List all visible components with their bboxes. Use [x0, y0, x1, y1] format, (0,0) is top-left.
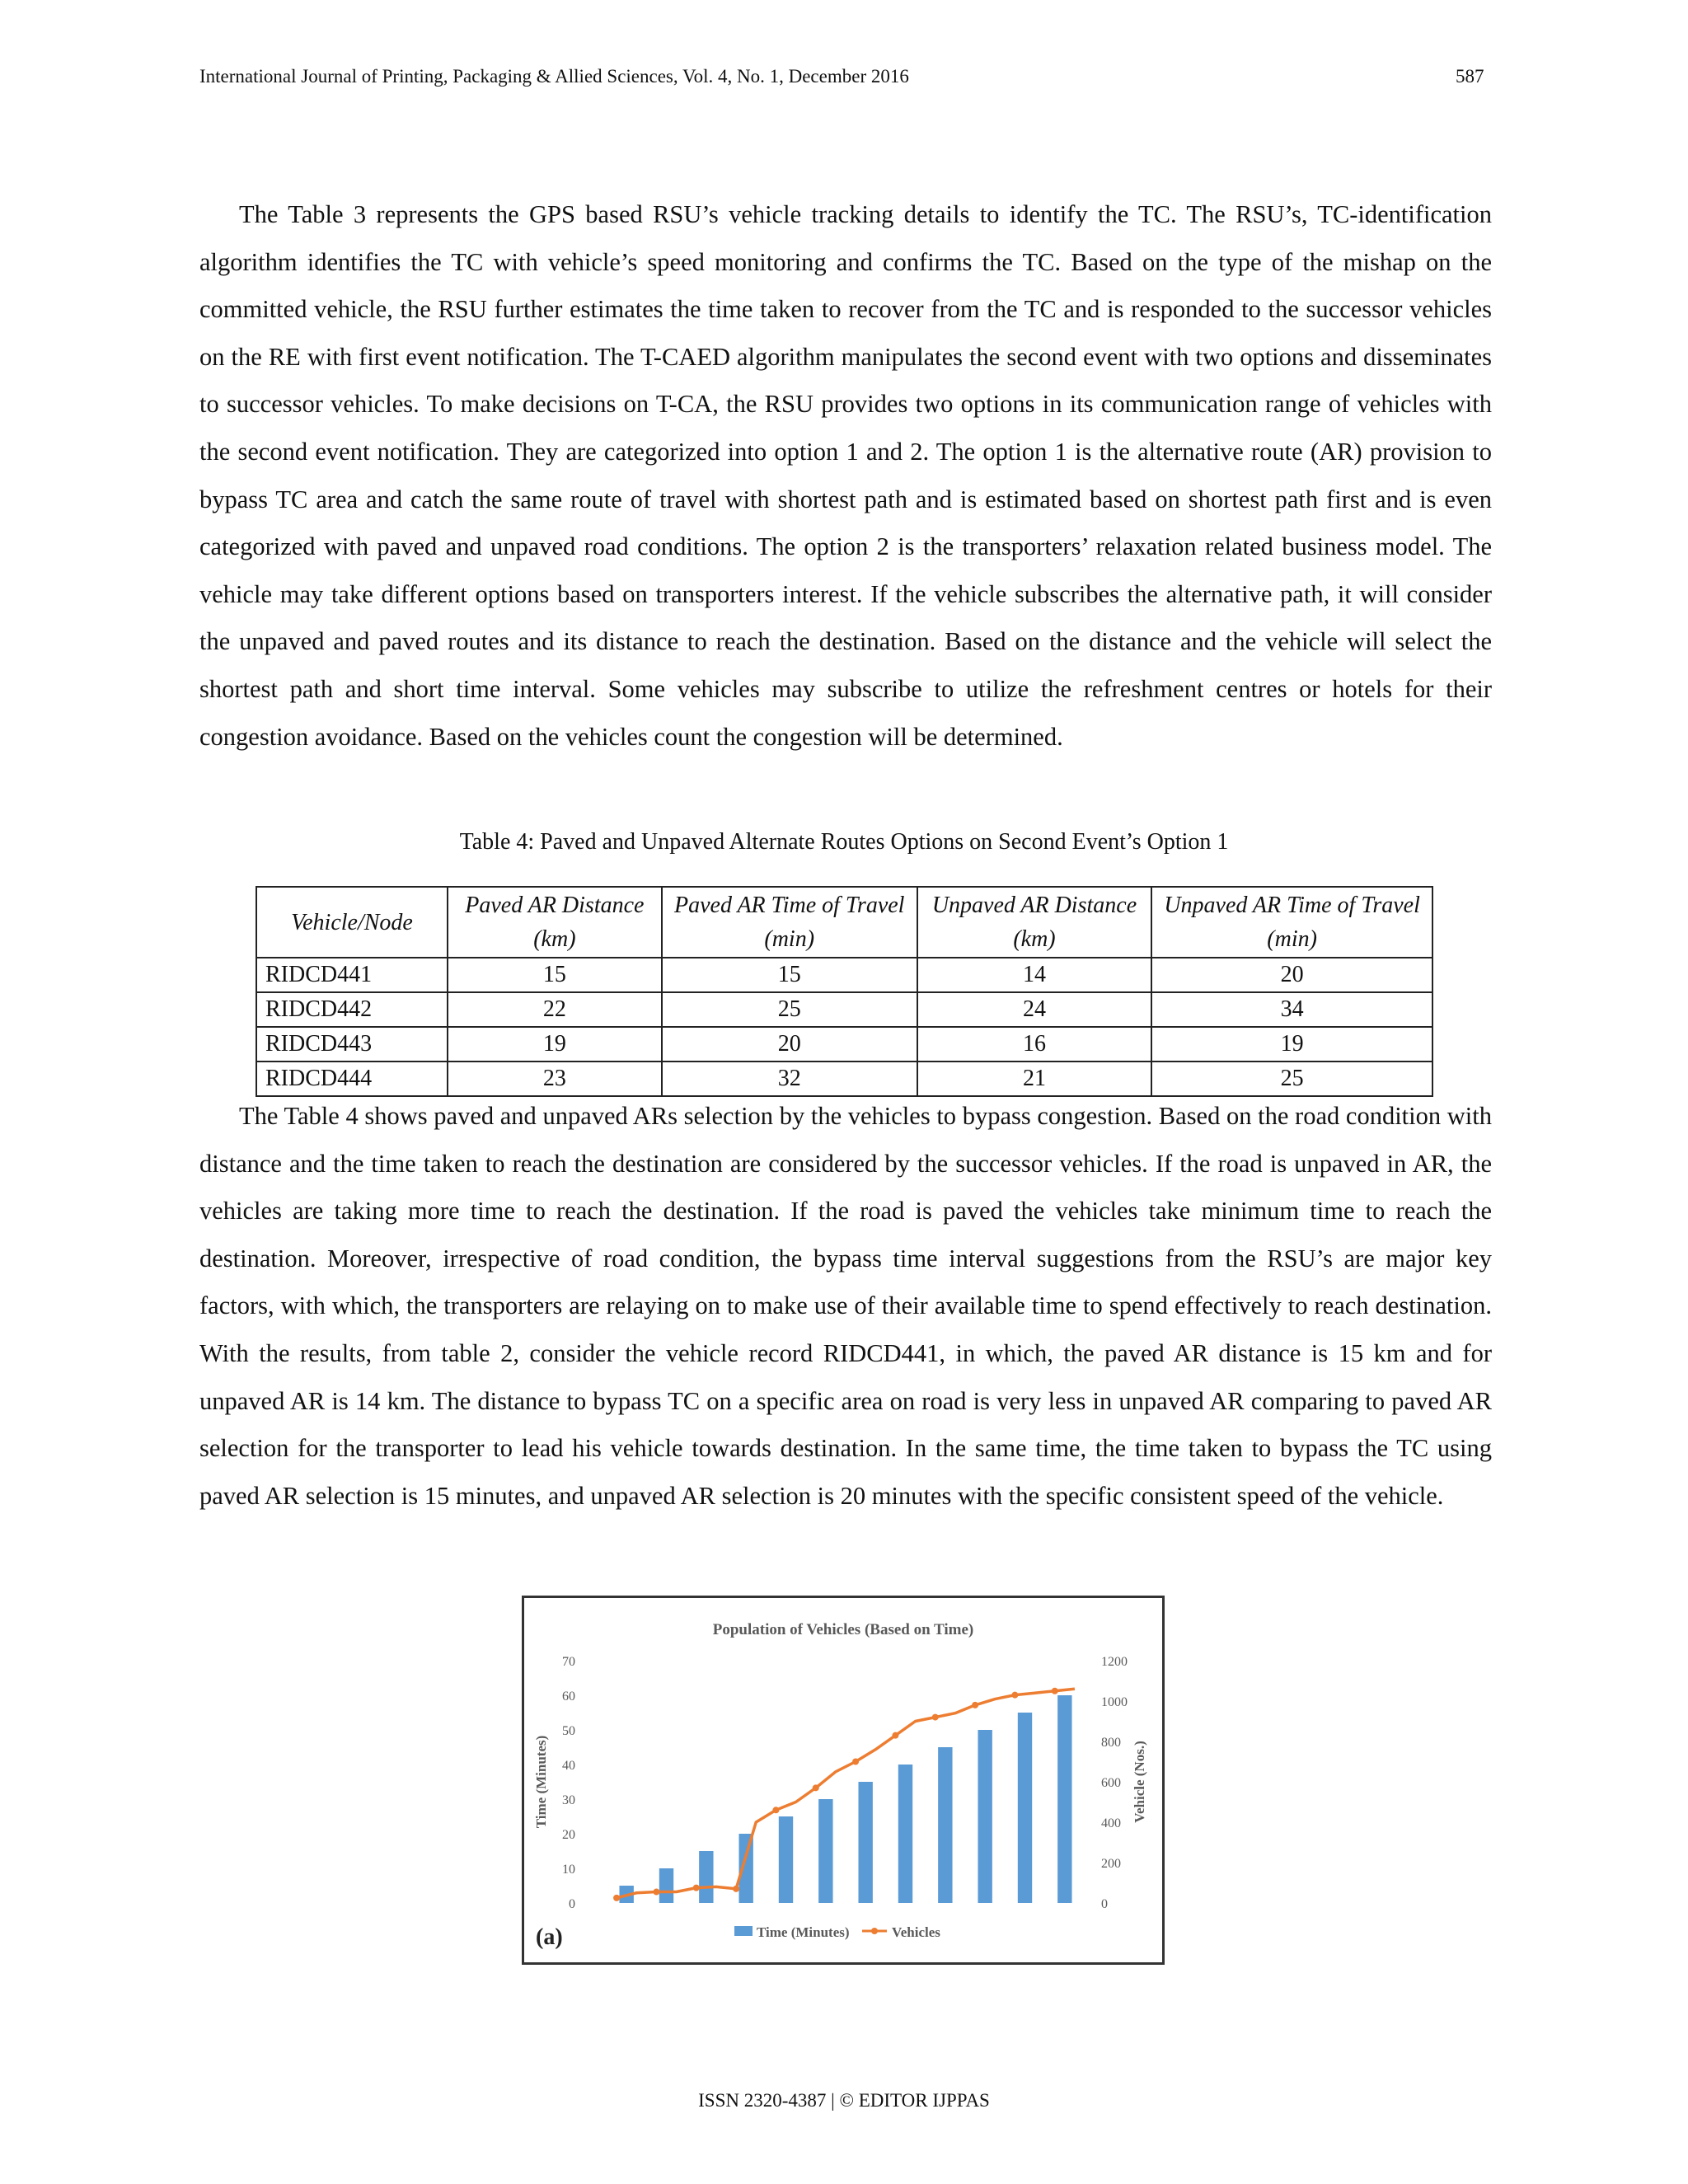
y-tick-label: 60 [562, 1690, 575, 1704]
chart-point [613, 1895, 620, 1901]
figure-chart [522, 1596, 1165, 1965]
chart-point [1052, 1688, 1058, 1694]
page-footer: ISSN 2320-4387 | © EDITOR IJPPAS [698, 2090, 990, 2111]
table-row [256, 1062, 1432, 1096]
table-row [256, 1027, 1432, 1062]
table-cell: 15 [662, 958, 917, 992]
y-tick-label: 40 [562, 1759, 575, 1773]
legend-bar-swatch [734, 1926, 753, 1936]
chart-point [892, 1732, 898, 1739]
page-number: 587 [1456, 66, 1484, 87]
y2-tick-label: 400 [1101, 1816, 1121, 1830]
chart-bar [938, 1747, 952, 1903]
table-cell: 20 [1151, 958, 1432, 992]
y2-tick-label: 1000 [1101, 1695, 1128, 1709]
chart-bar [1018, 1713, 1032, 1903]
table-cell: 32 [662, 1062, 917, 1096]
y-tick-label: 10 [562, 1863, 575, 1877]
table-cell: 14 [917, 958, 1152, 992]
column-header: Unpaved AR Time of Travel (min) [1151, 887, 1432, 958]
legend-line-marker [871, 1928, 878, 1934]
table-caption: Table 4: Paved and Unpaved Alternate Routes Options on Second Event’s Option 1 [459, 829, 1229, 855]
table-cell: RIDCD444 [256, 1062, 448, 1096]
body-paragraph-2: The Table 4 shows paved and unpaved ARs selection by the vehicles to bypass congestion. Based on the road condition with distance and the time taken to reach the destination are considered by the successor vehicles. If the road is unpaved in AR, the vehicles are taking more time to reach the destination. If the road is paved the vehicles take minimum time to reach the destination. Moreover, irrespective of road condition, the bypass time interval suggestions from the RSU’s are major key factors, with which, the transporters are relaying on to make use of their available time to spend effectively to reach destination. With the results, from table 2, consider the vehicle record RIDCD441, in which, the paved AR distance is 15 km and for unpaved AR is 14 km. The distance to bypass TC on a specific area on road is very less in unpaved AR comparing to paved AR selection for the transporter to lead his vehicle towards destination. In the same time, the time taken to bypass the TC using paved AR selection is 15 minutes, and unpaved AR selection is 20 minutes with the specific consistent speed of the vehicle. [199, 1102, 1492, 1510]
results-table [256, 886, 1433, 1097]
y2-tick-label: 600 [1101, 1776, 1121, 1790]
chart-point [813, 1784, 819, 1791]
y-tick-label: 50 [562, 1724, 575, 1738]
population-chart [524, 1598, 1162, 1962]
legend-bar-label: Time (Minutes) [757, 1924, 850, 1940]
chart-point [932, 1714, 939, 1721]
column-header: Paved AR Time of Travel (min) [662, 887, 917, 958]
table-cell: 21 [917, 1062, 1152, 1096]
legend-line-label: Vehicles [892, 1924, 940, 1940]
chart-point [852, 1759, 859, 1765]
column-header: Vehicle/Node [256, 887, 448, 958]
panel-label: (a) [536, 1924, 563, 1950]
y-tick-label: 0 [569, 1897, 575, 1911]
y2-axis-label: Vehicle (Nos.) [1132, 1741, 1147, 1823]
chart-bar [898, 1765, 912, 1903]
body-paragraph-1: The Table 3 represents the GPS based RSU’s vehicle tracking details to identify the TC. The RSU’s, TC-identification algorithm identifies the TC with vehicle’s speed monitoring and confirms the TC. Based on the type of the mishap on the committed vehicle, the RSU further estimates the time taken to recover from the TC and is responded to the successor vehicles on the RE with first event notification. The T-CAED algorithm manipulates the second event with two options and disseminates to successor vehicles. To make decisions on T-CA, the RSU provides two options in its communication range of vehicles with the second event notification. They are categorized into option 1 and 2. The option 1 is the alternative route (AR) provision to bypass TC area and catch the same route of travel with shortest path and is estimated based on shortest path first and is even categorized with paved and unpaved road conditions. The option 2 is the transporters’ relaxation related business model. The vehicle may take different options based on transporters interest. If the vehicle subscribes the alternative path, it will consider the unpaved and paved routes and its distance to reach the destination. Based on the distance and the vehicle will select the shortest path and short time interval. Some vehicles may subscribe to utilize the refreshment centres or hotels for their congestion avoidance. Based on the vehicles count the congestion will be determined. [199, 200, 1492, 751]
chart-bar [1057, 1695, 1071, 1903]
table-cell: 15 [448, 958, 662, 992]
y-axis-label: Time (Minutes) [533, 1735, 549, 1829]
table-cell: 22 [448, 992, 662, 1027]
y2-tick-label: 1200 [1101, 1655, 1128, 1669]
table-cell: 19 [1151, 1027, 1432, 1062]
table-cell: 24 [917, 992, 1152, 1027]
table-cell: 16 [917, 1027, 1152, 1062]
chart-bar [659, 1868, 673, 1903]
y-tick-label: 20 [562, 1828, 575, 1842]
table-cell: 19 [448, 1027, 662, 1062]
table-cell: 23 [448, 1062, 662, 1096]
chart-point [733, 1886, 739, 1892]
chart-title: Population of Vehicles (Based on Time) [712, 1621, 974, 1638]
table-header-row [256, 887, 1432, 958]
chart-bar [779, 1816, 793, 1903]
table-cell: 25 [1151, 1062, 1432, 1096]
column-header: Unpaved AR Distance (km) [917, 887, 1152, 958]
y2-tick-label: 200 [1101, 1857, 1121, 1871]
table-row [256, 992, 1432, 1027]
chart-point [972, 1702, 978, 1708]
column-header: Paved AR Distance (km) [448, 887, 662, 958]
table-row [256, 958, 1432, 992]
table-cell: 34 [1151, 992, 1432, 1027]
y-tick-label: 30 [562, 1793, 575, 1807]
y-tick-label: 70 [562, 1655, 575, 1669]
table-cell: 25 [662, 992, 917, 1027]
chart-bar [858, 1782, 872, 1903]
table-cell: RIDCD442 [256, 992, 448, 1027]
chart-point [772, 1807, 779, 1813]
chart-point [693, 1885, 700, 1891]
chart-bar [699, 1851, 713, 1903]
table-cell: RIDCD443 [256, 1027, 448, 1062]
chart-bar [978, 1730, 992, 1903]
table-cell: RIDCD441 [256, 958, 448, 992]
chart-point [1011, 1692, 1018, 1699]
table-cell: 20 [662, 1027, 917, 1062]
running-head: International Journal of Printing, Packaging & Allied Sciences, Vol. 4, No. 1, December 2016 [199, 66, 909, 87]
y2-tick-label: 0 [1101, 1897, 1108, 1911]
chart-point [653, 1889, 659, 1896]
chart-line-vehicles [617, 1689, 1075, 1898]
chart-bar [818, 1799, 832, 1903]
y2-tick-label: 800 [1101, 1736, 1121, 1750]
